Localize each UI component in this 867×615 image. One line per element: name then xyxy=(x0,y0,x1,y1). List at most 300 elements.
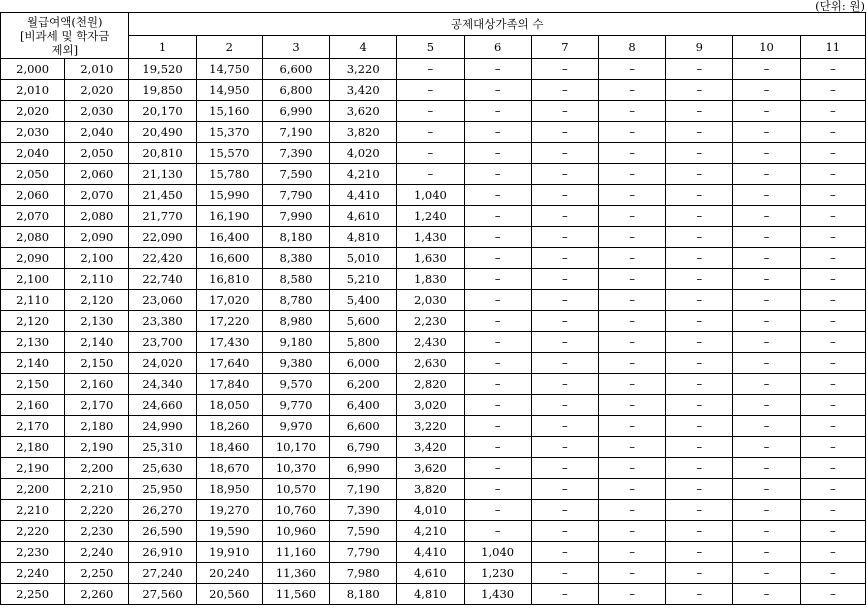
tax-cell: 17,220 xyxy=(196,311,262,332)
tax-cell: 4,810 xyxy=(397,584,464,605)
tax-cell: – xyxy=(666,458,733,479)
tax-cell: – xyxy=(397,101,464,122)
header-row-top xyxy=(1,13,866,36)
tax-cell: 25,630 xyxy=(129,458,196,479)
tax-cell: 3,420 xyxy=(330,80,397,101)
tax-cell: 16,400 xyxy=(196,227,262,248)
tax-cell: – xyxy=(464,122,531,143)
tax-cell: – xyxy=(800,80,865,101)
salary-min-cell: 2,180 xyxy=(1,437,65,458)
tax-cell: – xyxy=(800,563,865,584)
table-row xyxy=(1,521,866,542)
tax-cell: 6,990 xyxy=(330,458,397,479)
salary-max-cell: 2,250 xyxy=(65,563,129,584)
tax-cell: – xyxy=(464,143,531,164)
tax-cell: – xyxy=(800,416,865,437)
table-row xyxy=(1,269,866,290)
table-row xyxy=(1,101,866,122)
tax-cell: – xyxy=(666,290,733,311)
tax-cell: – xyxy=(800,584,865,605)
tax-cell: – xyxy=(733,416,800,437)
tax-cell: 23,380 xyxy=(129,311,196,332)
tax-cell: 14,950 xyxy=(196,80,262,101)
tax-cell: – xyxy=(598,521,665,542)
tax-cell: 5,210 xyxy=(330,269,397,290)
table-row xyxy=(1,122,866,143)
tax-cell: 7,190 xyxy=(330,479,397,500)
table-row xyxy=(1,290,866,311)
tax-cell: – xyxy=(733,542,800,563)
tax-cell: 6,990 xyxy=(262,101,329,122)
tax-cell: 5,800 xyxy=(330,332,397,353)
tax-cell: – xyxy=(531,563,598,584)
tax-cell: – xyxy=(598,227,665,248)
salary-max-cell: 2,030 xyxy=(65,101,129,122)
tax-cell: 11,360 xyxy=(262,563,329,584)
tax-cell: 24,340 xyxy=(129,374,196,395)
table-row xyxy=(1,164,866,185)
family-count-header: 2 xyxy=(196,36,262,59)
tax-cell: 10,170 xyxy=(262,437,329,458)
table-row xyxy=(1,59,866,80)
tax-cell: 3,420 xyxy=(397,437,464,458)
table-row xyxy=(1,395,866,416)
tax-cell: – xyxy=(733,458,800,479)
tax-cell: 8,180 xyxy=(262,227,329,248)
tax-cell: 4,410 xyxy=(330,185,397,206)
tax-cell: – xyxy=(733,563,800,584)
tax-cell: 8,380 xyxy=(262,248,329,269)
tax-cell: – xyxy=(800,311,865,332)
tax-cell: – xyxy=(397,59,464,80)
tax-cell: – xyxy=(598,458,665,479)
tax-cell: 3,820 xyxy=(397,479,464,500)
tax-cell: – xyxy=(800,479,865,500)
tax-cell: – xyxy=(666,500,733,521)
tax-cell: – xyxy=(666,269,733,290)
tax-cell: 3,620 xyxy=(330,101,397,122)
tax-cell: – xyxy=(666,395,733,416)
tax-cell: – xyxy=(598,59,665,80)
tax-cell: 3,020 xyxy=(397,395,464,416)
table-row xyxy=(1,374,866,395)
tax-cell: – xyxy=(598,248,665,269)
tax-cell: – xyxy=(733,206,800,227)
tax-cell: 6,790 xyxy=(330,437,397,458)
tax-cell: – xyxy=(800,437,865,458)
tax-cell: – xyxy=(666,584,733,605)
tax-cell: 20,810 xyxy=(129,143,196,164)
tax-cell: 27,560 xyxy=(129,584,196,605)
salary-max-cell: 2,020 xyxy=(65,80,129,101)
salary-min-cell: 2,210 xyxy=(1,500,65,521)
tax-cell: 5,010 xyxy=(330,248,397,269)
tax-cell: 14,750 xyxy=(196,59,262,80)
tax-cell: – xyxy=(464,185,531,206)
tax-cell: – xyxy=(464,416,531,437)
tax-cell: – xyxy=(531,122,598,143)
tax-cell: 6,600 xyxy=(330,416,397,437)
tax-cell: – xyxy=(666,80,733,101)
tax-cell: 9,770 xyxy=(262,395,329,416)
tax-cell: – xyxy=(464,290,531,311)
tax-cell: – xyxy=(531,143,598,164)
tax-cell: – xyxy=(666,101,733,122)
tax-cell: 19,910 xyxy=(196,542,262,563)
salary-max-cell: 2,180 xyxy=(65,416,129,437)
tax-cell: – xyxy=(733,164,800,185)
tax-cell: 23,060 xyxy=(129,290,196,311)
tax-cell: – xyxy=(464,206,531,227)
tax-cell: – xyxy=(531,248,598,269)
tax-cell: – xyxy=(733,374,800,395)
tax-cell: – xyxy=(733,185,800,206)
tax-cell: 4,410 xyxy=(397,542,464,563)
tax-cell: 18,460 xyxy=(196,437,262,458)
table-row xyxy=(1,143,866,164)
tax-cell: 24,990 xyxy=(129,416,196,437)
tax-cell: – xyxy=(733,227,800,248)
tax-cell: – xyxy=(666,164,733,185)
tax-cell: – xyxy=(598,374,665,395)
tax-cell: – xyxy=(598,437,665,458)
tax-cell: 27,240 xyxy=(129,563,196,584)
tax-cell: 22,420 xyxy=(129,248,196,269)
tax-cell: 25,310 xyxy=(129,437,196,458)
withholding-tax-table xyxy=(0,12,866,605)
salary-min-cell: 2,120 xyxy=(1,311,65,332)
tax-cell: – xyxy=(397,164,464,185)
salary-min-cell: 2,030 xyxy=(1,122,65,143)
table-row xyxy=(1,542,866,563)
table-row xyxy=(1,206,866,227)
tax-cell: 19,590 xyxy=(196,521,262,542)
tax-cell: – xyxy=(666,227,733,248)
tax-cell: 8,180 xyxy=(330,584,397,605)
tax-cell: 4,610 xyxy=(330,206,397,227)
tax-cell: – xyxy=(800,227,865,248)
table-row xyxy=(1,500,866,521)
tax-cell: – xyxy=(397,122,464,143)
family-count-header-row xyxy=(1,36,866,59)
tax-cell: 24,660 xyxy=(129,395,196,416)
tax-cell: – xyxy=(531,437,598,458)
tax-cell: 3,820 xyxy=(330,122,397,143)
salary-max-cell: 2,060 xyxy=(65,164,129,185)
tax-cell: 1,430 xyxy=(464,584,531,605)
tax-cell: – xyxy=(531,353,598,374)
tax-cell: 17,020 xyxy=(196,290,262,311)
tax-cell: 6,200 xyxy=(330,374,397,395)
tax-cell: 21,770 xyxy=(129,206,196,227)
tax-cell: 6,400 xyxy=(330,395,397,416)
tax-cell: – xyxy=(800,206,865,227)
tax-cell: 9,380 xyxy=(262,353,329,374)
tax-cell: 8,980 xyxy=(262,311,329,332)
tax-cell: – xyxy=(666,374,733,395)
salary-max-cell: 2,200 xyxy=(65,458,129,479)
tax-cell: 11,160 xyxy=(262,542,329,563)
salary-max-cell: 2,040 xyxy=(65,122,129,143)
tax-cell: – xyxy=(800,290,865,311)
salary-min-cell: 2,140 xyxy=(1,353,65,374)
salary-min-cell: 2,070 xyxy=(1,206,65,227)
tax-cell: – xyxy=(531,374,598,395)
tax-cell: – xyxy=(666,563,733,584)
tax-cell: 18,050 xyxy=(196,395,262,416)
tax-cell: – xyxy=(598,101,665,122)
tax-cell: 15,160 xyxy=(196,101,262,122)
tax-cell: 10,960 xyxy=(262,521,329,542)
tax-cell: – xyxy=(733,395,800,416)
family-count-header: 8 xyxy=(598,36,665,59)
tax-cell: 2,230 xyxy=(397,311,464,332)
tax-cell: – xyxy=(531,101,598,122)
salary-min-cell: 2,110 xyxy=(1,290,65,311)
tax-cell: 9,180 xyxy=(262,332,329,353)
salary-min-cell: 2,000 xyxy=(1,59,65,80)
tax-cell: 5,400 xyxy=(330,290,397,311)
tax-cell: – xyxy=(733,101,800,122)
tax-cell: 2,030 xyxy=(397,290,464,311)
salary-min-cell: 2,230 xyxy=(1,542,65,563)
tax-cell: 26,590 xyxy=(129,521,196,542)
tax-cell: – xyxy=(733,122,800,143)
tax-cell: 19,270 xyxy=(196,500,262,521)
tax-cell: 17,640 xyxy=(196,353,262,374)
tax-cell: 17,430 xyxy=(196,332,262,353)
tax-cell: – xyxy=(464,59,531,80)
tax-cell: 8,780 xyxy=(262,290,329,311)
tax-cell: 7,590 xyxy=(330,521,397,542)
tax-cell: – xyxy=(800,101,865,122)
tax-cell: 1,230 xyxy=(464,563,531,584)
salary-max-cell: 2,140 xyxy=(65,332,129,353)
tax-cell: – xyxy=(598,584,665,605)
tax-cell: – xyxy=(531,164,598,185)
salary-min-cell: 2,020 xyxy=(1,101,65,122)
family-count-header: 5 xyxy=(397,36,464,59)
tax-cell: 7,390 xyxy=(262,143,329,164)
salary-max-cell: 2,210 xyxy=(65,479,129,500)
tax-cell: – xyxy=(598,206,665,227)
tax-cell: 1,040 xyxy=(397,185,464,206)
salary-min-cell: 2,090 xyxy=(1,248,65,269)
tax-cell: – xyxy=(531,458,598,479)
salary-max-cell: 2,220 xyxy=(65,500,129,521)
tax-cell: – xyxy=(733,143,800,164)
tax-cell: 21,130 xyxy=(129,164,196,185)
tax-cell: – xyxy=(666,479,733,500)
tax-cell: – xyxy=(464,458,531,479)
tax-cell: – xyxy=(598,353,665,374)
monthly-salary-header-line: 월급여액(천원) xyxy=(26,14,103,29)
salary-min-cell: 2,240 xyxy=(1,563,65,584)
tax-cell: – xyxy=(733,500,800,521)
salary-max-cell: 2,190 xyxy=(65,437,129,458)
tax-cell: – xyxy=(666,206,733,227)
salary-min-cell: 2,080 xyxy=(1,227,65,248)
tax-cell: 10,370 xyxy=(262,458,329,479)
tax-cell: 8,580 xyxy=(262,269,329,290)
tax-cell: 2,430 xyxy=(397,332,464,353)
tax-cell: 4,610 xyxy=(397,563,464,584)
salary-max-cell: 2,100 xyxy=(65,248,129,269)
tax-cell: 5,600 xyxy=(330,311,397,332)
tax-cell: 16,810 xyxy=(196,269,262,290)
salary-min-cell: 2,060 xyxy=(1,185,65,206)
tax-cell: – xyxy=(800,164,865,185)
salary-min-cell: 2,200 xyxy=(1,479,65,500)
table-row xyxy=(1,227,866,248)
tax-cell: 20,490 xyxy=(129,122,196,143)
salary-min-cell: 2,220 xyxy=(1,521,65,542)
tax-cell: 22,740 xyxy=(129,269,196,290)
tax-cell: 6,000 xyxy=(330,353,397,374)
tax-cell: 4,810 xyxy=(330,227,397,248)
tax-cell: 1,240 xyxy=(397,206,464,227)
tax-cell: – xyxy=(531,290,598,311)
tax-cell: – xyxy=(598,269,665,290)
salary-max-cell: 2,120 xyxy=(65,290,129,311)
tax-cell: 6,800 xyxy=(262,80,329,101)
tax-cell: 6,600 xyxy=(262,59,329,80)
tax-cell: – xyxy=(531,59,598,80)
salary-max-cell: 2,090 xyxy=(65,227,129,248)
salary-min-cell: 2,170 xyxy=(1,416,65,437)
tax-cell: – xyxy=(666,122,733,143)
tax-cell: – xyxy=(464,374,531,395)
tax-cell: – xyxy=(598,80,665,101)
tax-cell: – xyxy=(598,416,665,437)
tax-cell: 4,210 xyxy=(397,521,464,542)
tax-cell: – xyxy=(397,143,464,164)
tax-cell: – xyxy=(733,584,800,605)
family-count-header: 6 xyxy=(464,36,531,59)
salary-max-cell: 2,230 xyxy=(65,521,129,542)
tax-cell: – xyxy=(666,437,733,458)
tax-cell: 7,590 xyxy=(262,164,329,185)
monthly-salary-header-line: 제외] xyxy=(51,42,79,57)
tax-cell: 22,090 xyxy=(129,227,196,248)
tax-cell: – xyxy=(733,479,800,500)
monthly-salary-header-line: [비과세 및 학자금 xyxy=(19,28,110,43)
table-row xyxy=(1,563,866,584)
table-row xyxy=(1,458,866,479)
tax-cell: – xyxy=(531,80,598,101)
salary-max-cell: 2,240 xyxy=(65,542,129,563)
tax-cell: 18,950 xyxy=(196,479,262,500)
tax-cell: – xyxy=(733,437,800,458)
tax-cell: 20,560 xyxy=(196,584,262,605)
tax-cell: – xyxy=(800,374,865,395)
unit-label: (단위: 원) xyxy=(815,0,865,13)
tax-cell: – xyxy=(464,248,531,269)
tax-cell: – xyxy=(800,458,865,479)
table-row xyxy=(1,353,866,374)
tax-cell: 7,990 xyxy=(262,206,329,227)
tax-cell: – xyxy=(464,269,531,290)
tax-cell: – xyxy=(800,185,865,206)
tax-cell: 10,760 xyxy=(262,500,329,521)
tax-cell: – xyxy=(464,332,531,353)
tax-cell: – xyxy=(666,416,733,437)
tax-cell: 3,220 xyxy=(397,416,464,437)
salary-max-cell: 2,260 xyxy=(65,584,129,605)
tax-cell: – xyxy=(598,143,665,164)
tax-cell: – xyxy=(800,542,865,563)
tax-cell: 21,450 xyxy=(129,185,196,206)
tax-cell: – xyxy=(733,269,800,290)
tax-cell: 20,170 xyxy=(129,101,196,122)
tax-cell: 10,570 xyxy=(262,479,329,500)
tax-cell: 15,570 xyxy=(196,143,262,164)
tax-cell: – xyxy=(666,542,733,563)
tax-cell: – xyxy=(733,290,800,311)
tax-cell: – xyxy=(531,206,598,227)
tax-cell: 24,020 xyxy=(129,353,196,374)
table-row xyxy=(1,185,866,206)
tax-cell: 2,630 xyxy=(397,353,464,374)
tax-cell: – xyxy=(464,311,531,332)
salary-min-cell: 2,010 xyxy=(1,80,65,101)
tax-cell: – xyxy=(464,353,531,374)
tax-cell: – xyxy=(464,395,531,416)
tax-cell: – xyxy=(800,395,865,416)
tax-cell: – xyxy=(464,101,531,122)
table-row xyxy=(1,584,866,605)
tax-cell: – xyxy=(531,542,598,563)
tax-cell: – xyxy=(397,80,464,101)
tax-cell: – xyxy=(598,311,665,332)
tax-cell: 4,020 xyxy=(330,143,397,164)
tax-cell: – xyxy=(733,353,800,374)
salary-min-cell: 2,100 xyxy=(1,269,65,290)
tax-cell: – xyxy=(531,416,598,437)
tax-cell: 16,190 xyxy=(196,206,262,227)
tax-cell: – xyxy=(800,521,865,542)
table-row xyxy=(1,311,866,332)
salary-min-cell: 2,250 xyxy=(1,584,65,605)
tax-cell: 7,190 xyxy=(262,122,329,143)
salary-min-cell: 2,050 xyxy=(1,164,65,185)
tax-cell: 3,620 xyxy=(397,458,464,479)
tax-cell: 18,260 xyxy=(196,416,262,437)
tax-cell: – xyxy=(464,521,531,542)
tax-cell: – xyxy=(800,248,865,269)
tax-cell: – xyxy=(598,332,665,353)
tax-cell: – xyxy=(531,311,598,332)
tax-cell: – xyxy=(800,332,865,353)
tax-cell: – xyxy=(666,332,733,353)
family-count-header: 9 xyxy=(666,36,733,59)
table-row xyxy=(1,248,866,269)
tax-cell: – xyxy=(531,584,598,605)
tax-cell: 19,520 xyxy=(129,59,196,80)
tax-cell: – xyxy=(733,521,800,542)
tax-cell: 7,790 xyxy=(262,185,329,206)
tax-cell: – xyxy=(531,395,598,416)
tax-cell: – xyxy=(598,500,665,521)
tax-cell: 9,570 xyxy=(262,374,329,395)
family-count-header: 1 xyxy=(129,36,196,59)
tax-cell: 11,560 xyxy=(262,584,329,605)
salary-max-cell: 2,050 xyxy=(65,143,129,164)
tax-cell: – xyxy=(666,59,733,80)
tax-cell: 1,040 xyxy=(464,542,531,563)
tax-cell: – xyxy=(733,311,800,332)
tax-cell: – xyxy=(598,479,665,500)
